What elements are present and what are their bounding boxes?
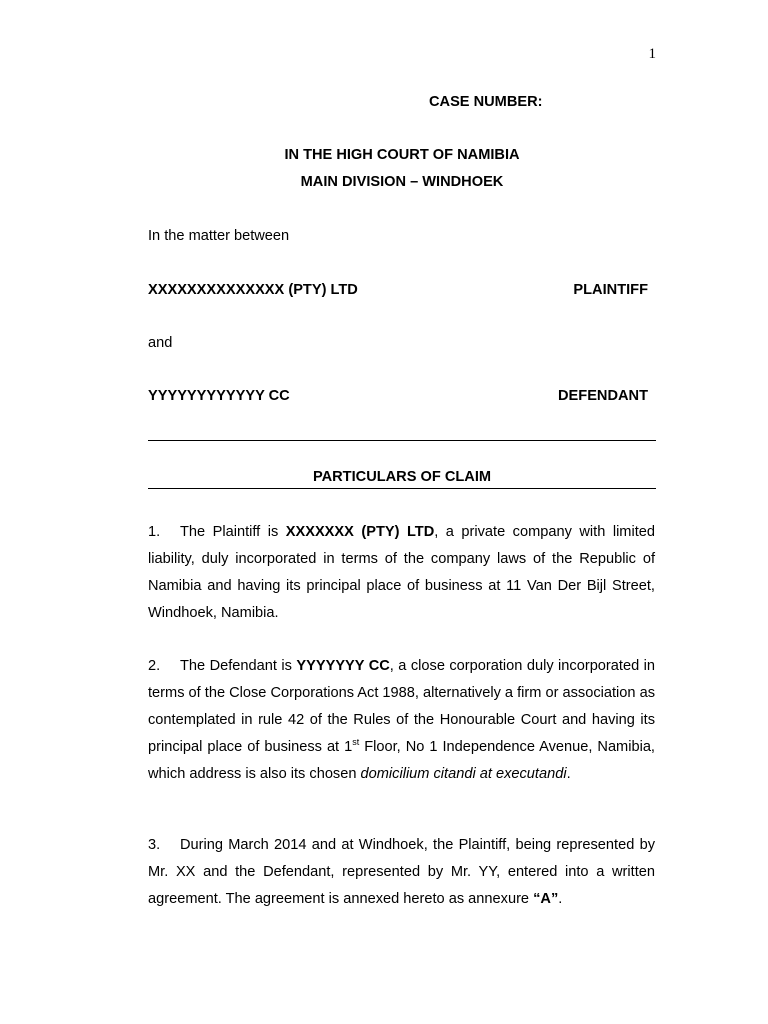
paragraph-number: 2. [148, 658, 161, 674]
paragraph-number: 3. [148, 837, 161, 853]
plaintiff-company-name: XXXXXXX (PTY) LTD [285, 524, 435, 540]
ordinal-suffix: st [352, 737, 360, 747]
domicilium-phrase: domicilium citandi at executandi [360, 766, 567, 782]
divider-bottom [148, 488, 656, 489]
plaintiff-name: XXXXXXXXXXXXXX (PTY) LTD [148, 282, 358, 298]
defendant-role: DEFENDANT [558, 388, 648, 404]
divider-top [148, 440, 656, 441]
plaintiff-role: PLAINTIFF [573, 282, 648, 298]
matter-between-text: In the matter between [148, 228, 290, 244]
and-text: and [148, 335, 173, 351]
court-division: MAIN DIVISION – WINDHOEK [300, 174, 504, 190]
paragraph-1: 1. The Plaintiff is XXXXXXX (PTY) LTD, a private company with limited liability, duly incorporated in terms of the company laws of the Republic of Namibia and having its principal place of business at 11 Van Der Bijl Street, Windhoek, Namibia. [148, 519, 655, 627]
defendant-company-name: YYYYYYY CC [296, 658, 390, 674]
defendant-name: YYYYYYYYYYYY CC [148, 388, 290, 404]
court-name: IN THE HIGH COURT OF NAMIBIA [284, 147, 520, 163]
plaintiff-row [148, 282, 648, 298]
page-number: 1 [648, 46, 656, 62]
particulars-heading: PARTICULARS OF CLAIM [312, 469, 492, 485]
paragraph-2: 2. The Defendant is YYYYYYY CC, a close corporation duly incorporated in terms of the Close Corporations Act 1988, alternatively a firm or association as contemplated in rule 42 of the Rules of the Honourable Court and having its principal place of business at 1st Floor, No 1 Independence Avenue, Namibia, which address is also its chosen domicilium citandi at executandi. [148, 653, 655, 788]
paragraph-3: 3. During March 2014 and at Windhoek, the Plaintiff, being represented by Mr. XX and the Defendant, represented by Mr. YY, entered into a written agreement. The agreement is annexed hereto as annexure “A”. [148, 832, 655, 913]
case-number-label: CASE NUMBER: [429, 94, 543, 110]
annexure-label: “A” [533, 891, 559, 907]
defendant-row [148, 388, 648, 404]
paragraph-number: 1. [148, 524, 161, 540]
